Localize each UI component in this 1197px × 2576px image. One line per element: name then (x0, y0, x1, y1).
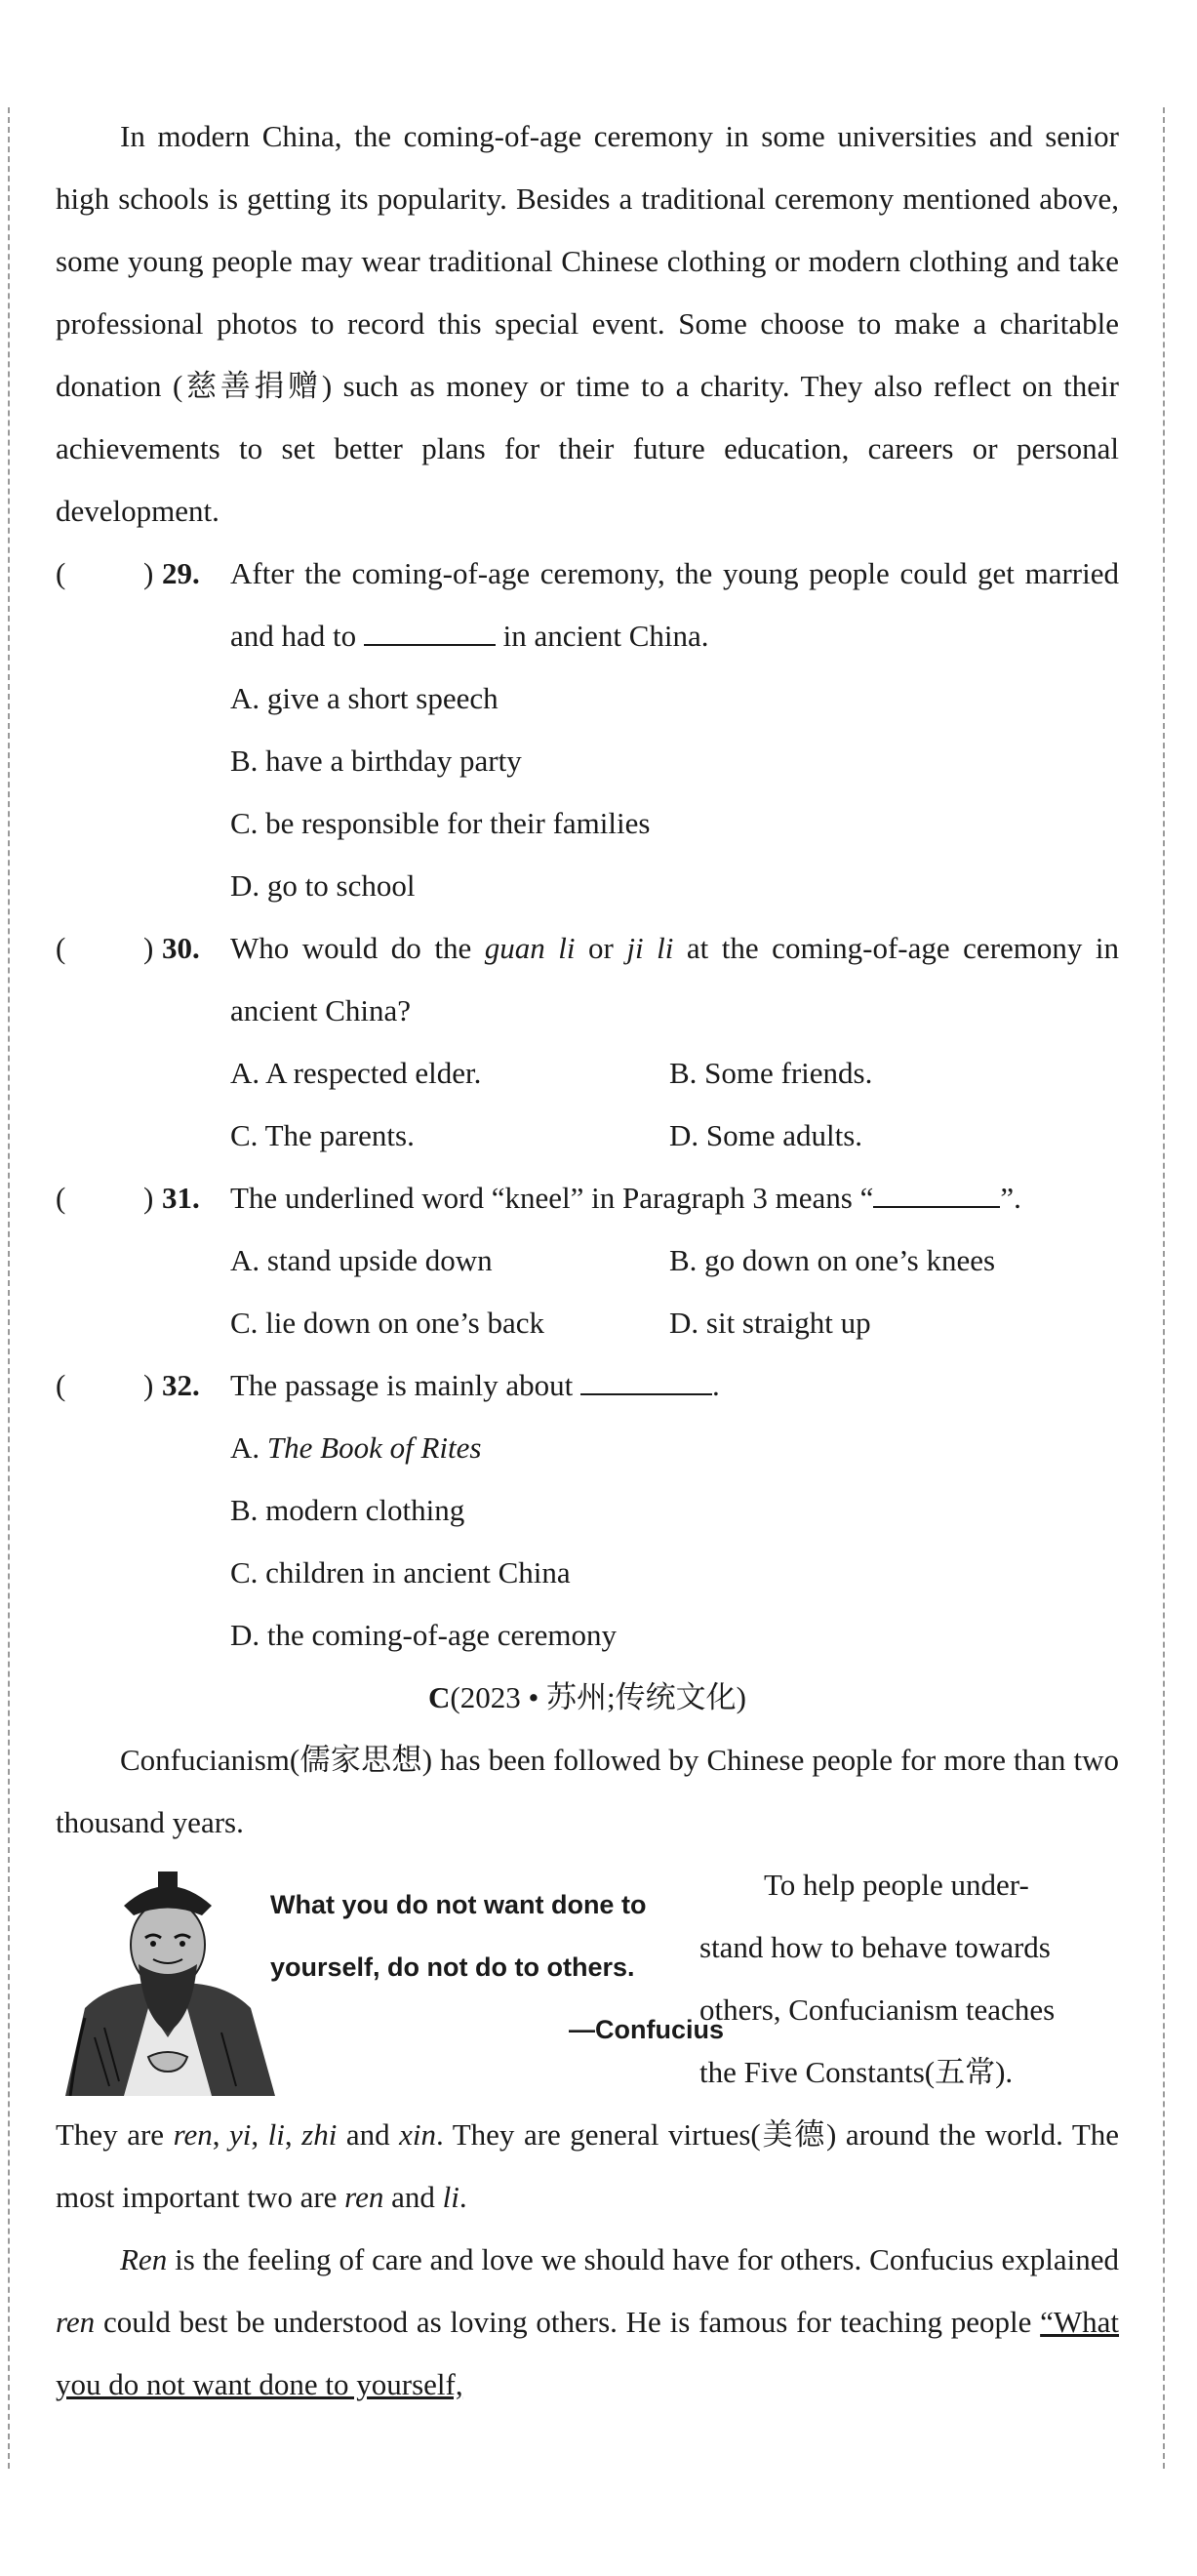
figure-side-text (699, 1854, 1119, 2104)
question-text-part: After the coming-of-age ceremony, the young people could get married and had to (230, 556, 1119, 653)
confucius-figure-block (56, 1854, 1119, 2104)
side-text-line: the Five Constants(五常). (699, 2055, 1014, 2089)
question-32 (56, 1354, 1119, 1417)
answer-blank[interactable] (873, 1177, 1000, 1208)
option-letter: A. (230, 1430, 267, 1465)
section-c-paragraph-3 (56, 2229, 1119, 2416)
confucius-portrait-icon (56, 1862, 280, 2096)
section-meta: (2023 • 苏州;传统文化) (450, 1680, 746, 1714)
question-text-part: ”. (1000, 1181, 1021, 1215)
passage-paragraph: In modern China, the coming-of-age ceremony in some universities and senior high schools is getting its popularity. Besides a traditional ceremony mentioned above, some young people may wear traditional Chinese clothing or modern clothing and take professional photos to record this special event. Some choose to make a charitable donation (慈善捐赠) such as money or time to a charity. They also reflect on their achievements to set better plans for their future education, careers or personal development. (56, 119, 1119, 528)
answer-blank[interactable] (364, 615, 496, 646)
question-text-part: at the coming-of-age ceremony in ancient China? (230, 931, 1120, 1027)
option-c[interactable]: C. children in ancient China (230, 1555, 571, 1590)
option-d[interactable]: D. go to school (230, 868, 416, 903)
section-c-paragraph-2: They are ren, yi, li, zhi and xin. They are general virtues(美德) around the world. The most important two are ren and li. (56, 2117, 1120, 2214)
option-c[interactable]: C. The parents. (230, 1118, 415, 1152)
text-run: is the feeling of care and love we should have for others. Confucius explained (175, 2242, 1119, 2276)
side-text-line: To help people under- (764, 1868, 1029, 1902)
question-31 (56, 1167, 1119, 1229)
underlined-quote: “What you do not want done to yourself, (56, 2305, 1120, 2401)
answer-bracket[interactable]: ( ) (56, 1181, 154, 1215)
quote-line: What you do not want done to (270, 1890, 647, 1919)
question-text-part: The underlined word “kneel” in Paragraph 3 means “ (230, 1181, 874, 1215)
section-c-title (56, 1667, 1119, 1729)
pinyin-term: ji li (626, 931, 674, 965)
text-run: could best be understood as loving others. He is famous for teaching people (102, 2305, 1032, 2339)
text-run: and (391, 2180, 435, 2214)
question-text (230, 1354, 1119, 1417)
side-text-line: others, Confucianism teaches (699, 1992, 1056, 2027)
answer-bracket[interactable]: ( ) (56, 1368, 154, 1402)
option-b[interactable]: B. Some friends. (669, 1056, 873, 1090)
option-b[interactable]: B. have a birthday party (230, 744, 522, 778)
options-row (56, 1229, 1119, 1292)
option-d[interactable]: D. sit straight up (669, 1306, 871, 1340)
question-text-part: The passage is mainly about (230, 1368, 574, 1402)
options-row (56, 1105, 1119, 1167)
option-b[interactable]: B. modern clothing (230, 1493, 465, 1527)
pinyin-term: Ren (120, 2242, 168, 2276)
text-run: . They are general virtues(美德) around the world. The most important two are (56, 2117, 1120, 2214)
question-text-part: Who would do the (230, 931, 472, 965)
question-text-part: or (588, 931, 614, 965)
text-run: They are (56, 2117, 165, 2152)
option-b[interactable]: B. go down on one’s knees (669, 1243, 996, 1277)
question-30 (56, 917, 1119, 1042)
text-run: . (459, 2180, 467, 2214)
section-letter: C (427, 1680, 451, 1714)
side-text-line: stand how to behave towards (699, 1930, 1051, 1964)
pinyin-term: li (442, 2180, 459, 2214)
options-row (56, 1292, 1119, 1354)
question-number: 32. (162, 1368, 200, 1402)
question-text (230, 917, 1119, 1042)
option-d[interactable]: D. the coming-of-age ceremony (230, 1618, 617, 1652)
answer-bracket[interactable]: ( ) (56, 931, 154, 965)
pinyin-term: yi (229, 2117, 252, 2152)
pinyin-term: ren (56, 2305, 96, 2339)
question-text (230, 1167, 1119, 1229)
quote-attribution: —Confucius (569, 2015, 724, 2044)
page-content (56, 105, 1119, 2416)
question-number: 30. (162, 931, 200, 965)
book-title: The Book of Rites (266, 1430, 482, 1465)
question-text (230, 543, 1119, 667)
options-row (56, 1042, 1119, 1105)
option-a[interactable]: A. stand upside down (230, 1243, 493, 1277)
answer-blank[interactable] (580, 1364, 712, 1395)
answer-bracket[interactable]: ( ) (56, 556, 154, 590)
option-c[interactable]: C. be responsible for their families (230, 806, 651, 840)
text-run: and (345, 2117, 390, 2152)
question-text-part: in ancient China. (502, 619, 709, 653)
right-margin-dashed-line (1163, 107, 1165, 2469)
pinyin-term: li (267, 2117, 285, 2152)
option-a[interactable]: A. give a short speech (230, 681, 499, 715)
option-a[interactable]: A. A respected elder. (230, 1056, 482, 1090)
option-d[interactable]: D. Some adults. (669, 1118, 863, 1152)
section-c-intro: Confucianism(儒家思想) has been followed by Chinese people for more than two thousand years. (56, 1743, 1119, 1839)
pinyin-term: guan li (484, 931, 576, 965)
option-c[interactable]: C. lie down on one’s back (230, 1306, 545, 1340)
question-number: 29. (162, 556, 200, 590)
question-29 (56, 543, 1119, 667)
option-a[interactable] (56, 1417, 1119, 1479)
question-number: 31. (162, 1181, 200, 1215)
quote-line: yourself, do not do to others. (270, 1952, 635, 1982)
pinyin-term: ren (344, 2180, 384, 2214)
pinyin-term: ren (173, 2117, 213, 2152)
pinyin-term: xin (399, 2117, 437, 2152)
question-text-part: . (712, 1368, 720, 1402)
left-margin-dashed-line (8, 107, 10, 2469)
confucius-quote (270, 1873, 724, 2061)
pinyin-term: zhi (301, 2117, 338, 2152)
